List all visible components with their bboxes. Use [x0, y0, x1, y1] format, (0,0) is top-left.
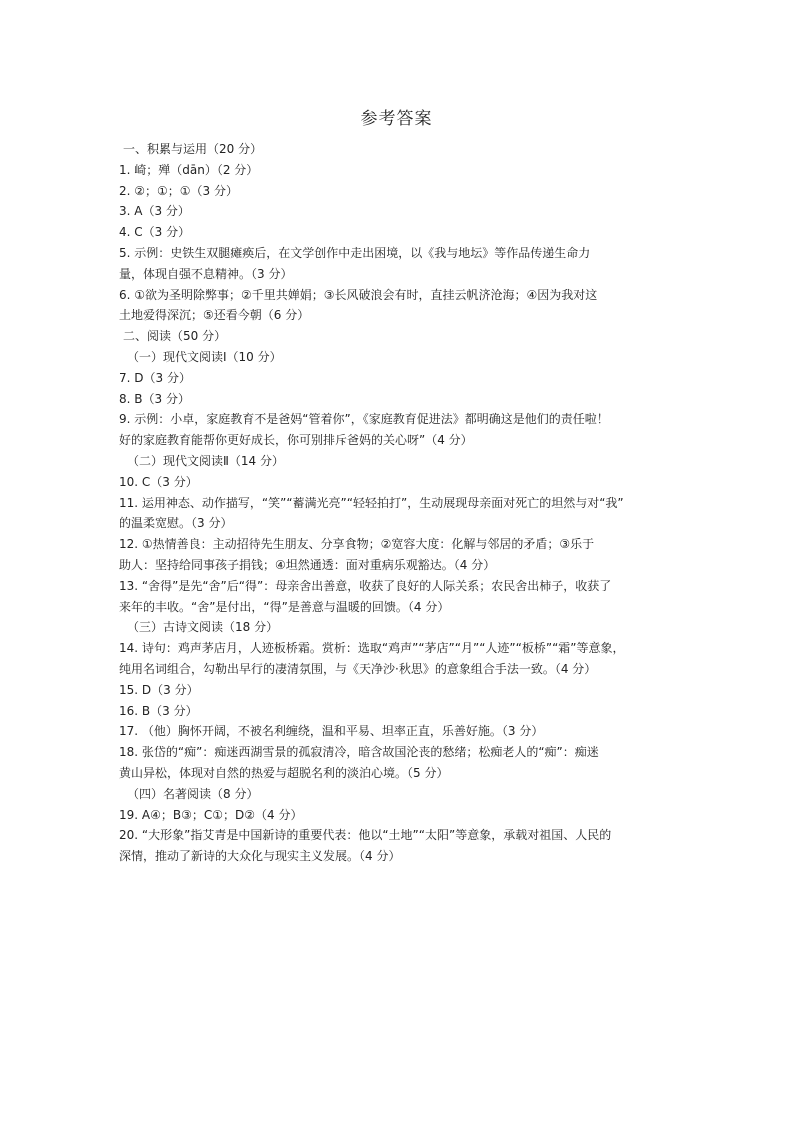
answer-line: 11. 运用神态、动作描写，“笑”“蓄满光亮”“轻轻拍打”，生动展现母亲面对死亡的坦然与对“我”: [119, 495, 624, 510]
answer-line: 3. A（3 分）: [119, 204, 190, 219]
answer-line: 8. B（3 分）: [119, 391, 190, 406]
answer-line: 助人：坚持给同事孩子捐钱；④坦然通透：面对重病乐观豁达。（4 分）: [119, 557, 496, 572]
section-heading: 二、阅读（50 分）: [123, 329, 227, 344]
answer-line: 17. （他）胸怀开阔，不被名利缠绕，温和平易、坦率正直，乐善好施。（3 分）: [119, 724, 544, 739]
answer-line: 13. “舍得”是先“舍”后“得”：母亲舍出善意，收获了良好的人际关系；农民舍出柿子，收获了: [119, 578, 612, 593]
answer-line: 土地爱得深沉；⑤还看今朝（6 分）: [119, 308, 310, 323]
section-heading: 一、积累与运用（20 分）: [123, 142, 263, 156]
answer-line: 4. C（3 分）: [119, 225, 191, 240]
answer-line: 来年的丰收。“舍”是付出，“得”是善意与温暖的回馈。（4 分）: [119, 599, 450, 614]
subsection-heading: （二）现代文阅读Ⅱ（14 分）: [127, 453, 284, 468]
answer-line: 20. “大形象”指艾青是中国新诗的重要代表：他以“土地”“太阳”等意象，承载对祖国、人民的: [119, 828, 612, 843]
answer-line: 19. A④；B③；C①；D②（4 分）: [119, 807, 303, 822]
answer-line: 深情，推动了新诗的大众化与现实主义发展。（4 分）: [119, 849, 401, 864]
answer-line: 12. ①热情善良：主动招待先生朋友、分享食物；②宽容大度：化解与邻居的矛盾；③乐于: [119, 537, 595, 552]
answer-line: 量，体现自强不息精神。（3 分）: [119, 266, 293, 281]
answer-line: 9. 示例：小卓，家庭教育不是爸妈“管着你”，《家庭教育促进法》都明确这是他们的责任啦！: [119, 412, 609, 427]
answer-line: 5. 示例：史铁生双腿瘫痪后，在文学创作中走出困境，以《我与地坛》等作品传递生命力: [119, 245, 591, 260]
answer-line: 1. 崎；殚（dān）（2 分）: [119, 162, 259, 177]
answer-line: 18. 张岱的“痴”：痴迷西湖雪景的孤寂清冷，暗含故国沦丧的愁绪；松痴老人的“痴”：痴迷: [119, 745, 599, 760]
answer-line: 好的家庭教育能帮你更好成长，你可别排斥爸妈的关心呀”（4 分）: [119, 433, 473, 448]
subsection-heading: （四）名著阅读（8 分）: [127, 786, 259, 801]
answer-line: 7. D（3 分）: [119, 370, 191, 385]
answer-line: 16. B（3 分）: [119, 703, 198, 718]
page-title: 参考答案: [360, 109, 433, 129]
answer-line: 纯用名词组合，勾勒出早行的凄清氛围，与《天净沙·秋思》的意象组合手法一致。（4 分）: [119, 661, 597, 676]
answer-list: [119, 139, 679, 867]
answer-line: 6. ①欲为圣明除弊事；②千里共婵娟；③长风破浪会有时，直挂云帆济沧海；④因为我对这: [119, 287, 598, 302]
answer-line: 10. C（3 分）: [119, 474, 198, 489]
subsection-heading: （三）古诗文阅读（18 分）: [127, 620, 279, 635]
answer-line: 黄山异松，体现对自然的热爱与超脱名利的淡泊心境。（5 分）: [119, 765, 449, 780]
answer-line: 14. 诗句：鸡声茅店月，人迹板桥霜。赏析：选取“鸡声”“茅店”“月”“人迹”“板桥”“霜”等意象，: [119, 641, 625, 656]
answer-line: 2. ②；①；①（3 分）: [119, 183, 238, 198]
answer-line: 15. D（3 分）: [119, 682, 199, 697]
subsection-heading: （一）现代文阅读Ⅰ（10 分）: [127, 349, 282, 364]
answer-line: 的温柔宽慰。（3 分）: [119, 516, 233, 531]
